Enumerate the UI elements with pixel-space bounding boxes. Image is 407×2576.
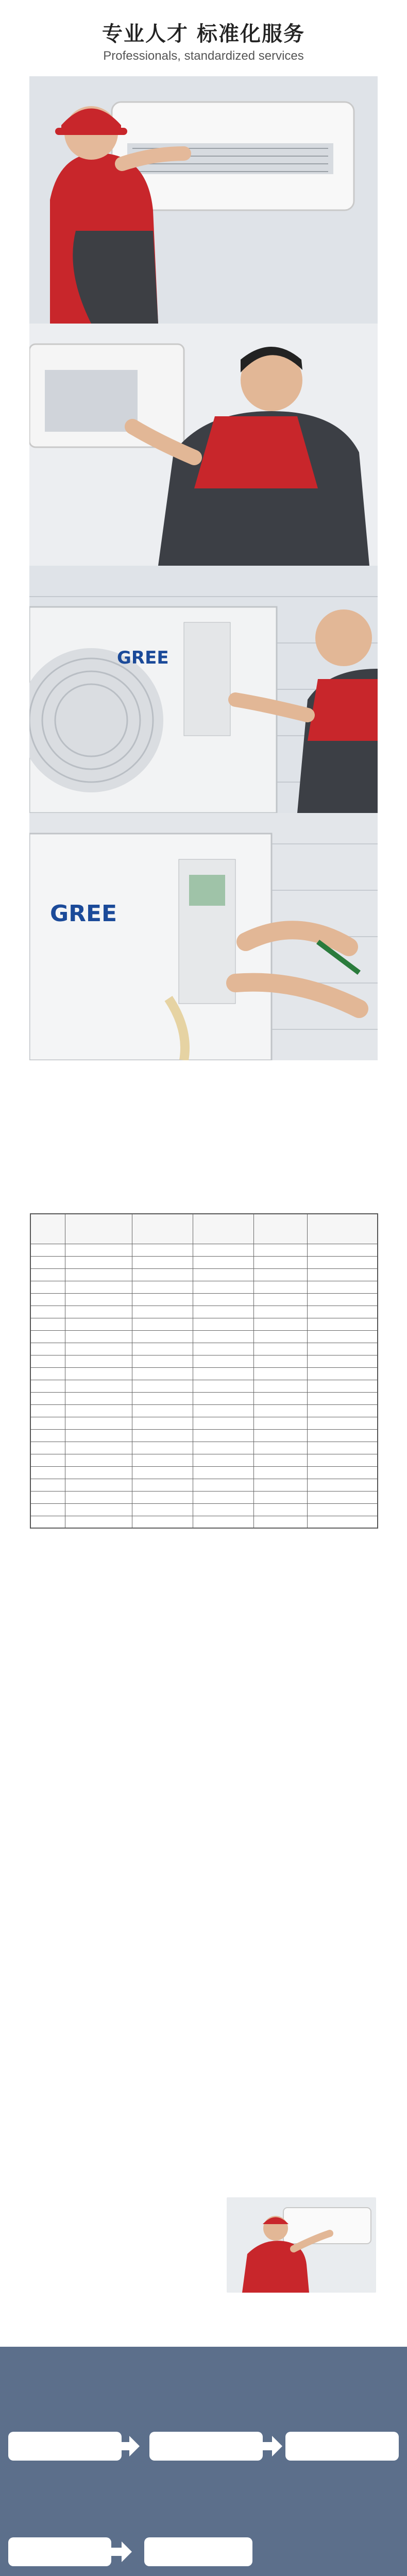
order-step-dispatch xyxy=(149,2432,263,2467)
flow-step xyxy=(42,2128,228,2155)
notice-line xyxy=(11,1716,397,1736)
arrow-right-icon xyxy=(116,2436,140,2456)
flow-step xyxy=(42,2181,228,2208)
table-row xyxy=(31,1405,377,1417)
table-row xyxy=(31,1417,377,1430)
table-row xyxy=(31,1269,377,1281)
photo-technician-wiring-indoor xyxy=(29,324,378,566)
notice-line xyxy=(11,1633,397,1654)
svg-text:GREE: GREE xyxy=(117,648,169,668)
flow-step-list xyxy=(42,1994,228,2262)
page-subtitle: Professionals, standardized services xyxy=(103,49,304,63)
notice-line xyxy=(11,1757,397,1777)
table-row xyxy=(31,1492,377,1504)
table-row xyxy=(31,1281,377,1294)
flow-step xyxy=(42,2208,228,2235)
table-row xyxy=(31,1343,377,1355)
notice-line xyxy=(11,1777,397,1798)
svg-text:GREE: GREE xyxy=(50,901,117,927)
flow-step xyxy=(42,2074,228,2101)
order-step-acceptance xyxy=(144,2537,252,2572)
notice-line xyxy=(11,1798,397,1819)
flow-step xyxy=(42,2155,228,2181)
photo-technician-indoor-unit xyxy=(29,76,378,324)
table-row xyxy=(31,1294,377,1306)
notice-line xyxy=(11,1695,397,1716)
order-step-appointment xyxy=(285,2432,399,2467)
flow-step xyxy=(42,2021,228,2047)
arrow-right-icon xyxy=(259,2436,282,2456)
price-table xyxy=(30,1213,378,1529)
order-step-box xyxy=(149,2432,263,2461)
table-row xyxy=(31,1306,377,1318)
table-row xyxy=(31,1504,377,1516)
table-row xyxy=(31,1479,377,1492)
table-header-row xyxy=(31,1214,377,1244)
page-header xyxy=(0,0,407,77)
order-step-box xyxy=(8,2537,111,2566)
table-divider xyxy=(307,1214,308,1528)
table-row xyxy=(31,1318,377,1331)
table-row xyxy=(31,1442,377,1454)
table-row xyxy=(31,1467,377,1479)
flow-step xyxy=(42,1994,228,2021)
order-step-box xyxy=(285,2432,399,2461)
notice-line xyxy=(11,1674,397,1695)
notice-line xyxy=(11,1654,397,1674)
table-row xyxy=(31,1355,377,1368)
notice-list xyxy=(11,1633,397,1839)
arrow-right-icon xyxy=(108,2541,132,2562)
table-row xyxy=(31,1393,377,1405)
table-row xyxy=(31,1257,377,1269)
flow-step xyxy=(42,2101,228,2128)
flow-step xyxy=(42,2047,228,2074)
table-row xyxy=(31,1516,377,1529)
photo-technician-outdoor-unit-gree xyxy=(29,566,378,813)
table-divider xyxy=(253,1214,254,1528)
order-step-onsite xyxy=(8,2537,111,2572)
table-row xyxy=(31,1454,377,1467)
order-step-box xyxy=(144,2537,252,2566)
table-row xyxy=(31,1380,377,1393)
order-section xyxy=(0,2347,407,2576)
table-row xyxy=(31,1368,377,1380)
table-row xyxy=(31,1430,377,1442)
flow-step xyxy=(42,2235,228,2262)
table-row xyxy=(31,1331,377,1343)
order-step-box xyxy=(8,2432,122,2461)
page-title: 专业人才 标准化服务 xyxy=(102,22,305,46)
notice-line xyxy=(11,1736,397,1757)
photo-technician-finished-install xyxy=(227,2197,376,2293)
notice-line xyxy=(11,1819,397,1839)
photo-technician-outdoor-wiring-gree xyxy=(29,813,378,1060)
table-row xyxy=(31,1244,377,1257)
order-step-submit xyxy=(8,2432,122,2467)
